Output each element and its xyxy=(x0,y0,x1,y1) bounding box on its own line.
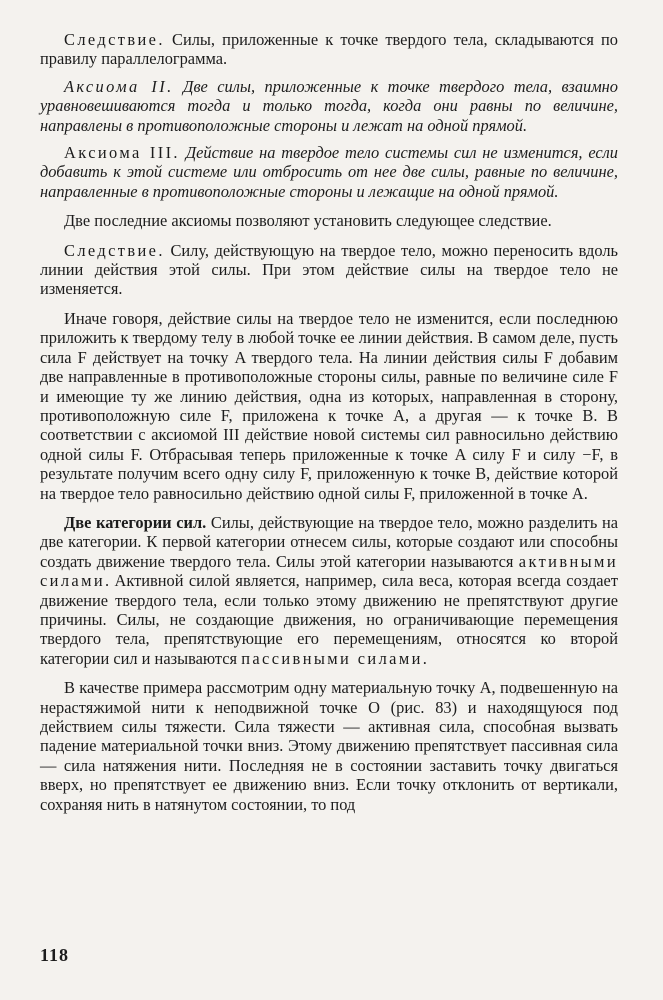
corollary-1-lead: Следствие. xyxy=(64,30,165,49)
axiom-3 xyxy=(40,143,618,201)
corollary-2-body: Силу, действующую на твердое тело, можно переносить вдоль линии действия этой силы. При этом действие силы на твердое тело не изменяется. xyxy=(40,240,618,299)
corollary-2-lead: Следствие. xyxy=(64,240,165,260)
axiom-3-body: Действие на твердое тело системы сил не изменится, если добавить к этой системе или отбросить от нее две силы, равные по величине, направленные в противоположные стороны и лежащие на одной прямой. xyxy=(40,143,619,201)
corollary-1 xyxy=(40,30,618,69)
term-active-forces: активными силами xyxy=(40,551,618,591)
categories-text-2: . Активной силой является, например, сила веса, которая всегда создает движение твердого тела, если только этому движению не препятствуют другие причины. Силы, не создающие движения, но ограничивающие перемещения твердого тела, препятствующие его перемещениям, относятся ко второй категории сил и называются xyxy=(40,571,618,668)
axiom-2-lead: Аксиома II. xyxy=(64,76,174,96)
page-number: 118 xyxy=(40,945,70,965)
axiom-3-lead: Аксиома III. xyxy=(64,143,180,163)
term-passive-forces: пассивными силами xyxy=(241,648,423,668)
axiom-2 xyxy=(40,77,618,135)
section-heading: Две категории сил. xyxy=(64,512,207,532)
paragraph-example: В качестве примера рассмотрим одну материальную точку A, подвешенную на нерастяжимой нити к неподвижной точке O (рис. 83) и находящуюся под действием силы тяжести. Сила тяжести — активная сила, способная вызвать падение материальной точки вниз. Этому движению препятствует пассивная сила — сила натяжения нити. Последняя не в состоянии заставить точку двигаться вверх, но препятствует ее движению вниз. Если точку отклонить от вертикали, сохраняя нить в натянутом состоянии, то под xyxy=(40,678,618,814)
corollary-2 xyxy=(40,241,618,299)
paragraph-proof: Иначе говоря, действие силы на твердое тело не изменится, если последнюю приложить к твердому телу в любой точке ее линии действия. В самом деле, пусть сила F действует на точку A твердого тела. На линии действия силы F добавим две направленные в противоположные стороны силы, равные по величине силе F и имеющие ту же линию действия, одна из которых, направленная в сторону, противоположную силе F, приложена к точке A, а другая — к точке B. В соответствии с аксиомой III действие новой системы сил равносильно действию одной силы F. Отбрасывая теперь приложенные к точке A силу F и силу −F, в результате получим всего одну силу F, приложенную к точке B, действие которой на твердое тело равносильно действию одной силы F, приложенной в точке A. xyxy=(40,308,618,503)
corollary-1-body: Силы, приложенные к точке твердого тела, складываются по правилу параллелограмма. xyxy=(40,30,618,69)
categories-text-1: Силы, действующие на твердое тело, можно разделить на две категории. К первой категории отнесем силы, которые создают или способны создать движение твердого тела. Силы этой категории называются xyxy=(40,512,619,571)
paragraph-force-categories xyxy=(40,513,618,668)
categories-text-3: . xyxy=(422,648,427,668)
page-text xyxy=(40,30,618,824)
paragraph-consequence-intro: Две последние аксиомы позволяют установить следующее следствие. xyxy=(64,211,552,231)
axiom-2-body: Две силы, приложенные к точке твердого тела, взаимно уравновешиваются тогда и только тогда, когда они равны по величине, направлены в противоположные стороны и лежат на одной прямой. xyxy=(40,76,618,135)
